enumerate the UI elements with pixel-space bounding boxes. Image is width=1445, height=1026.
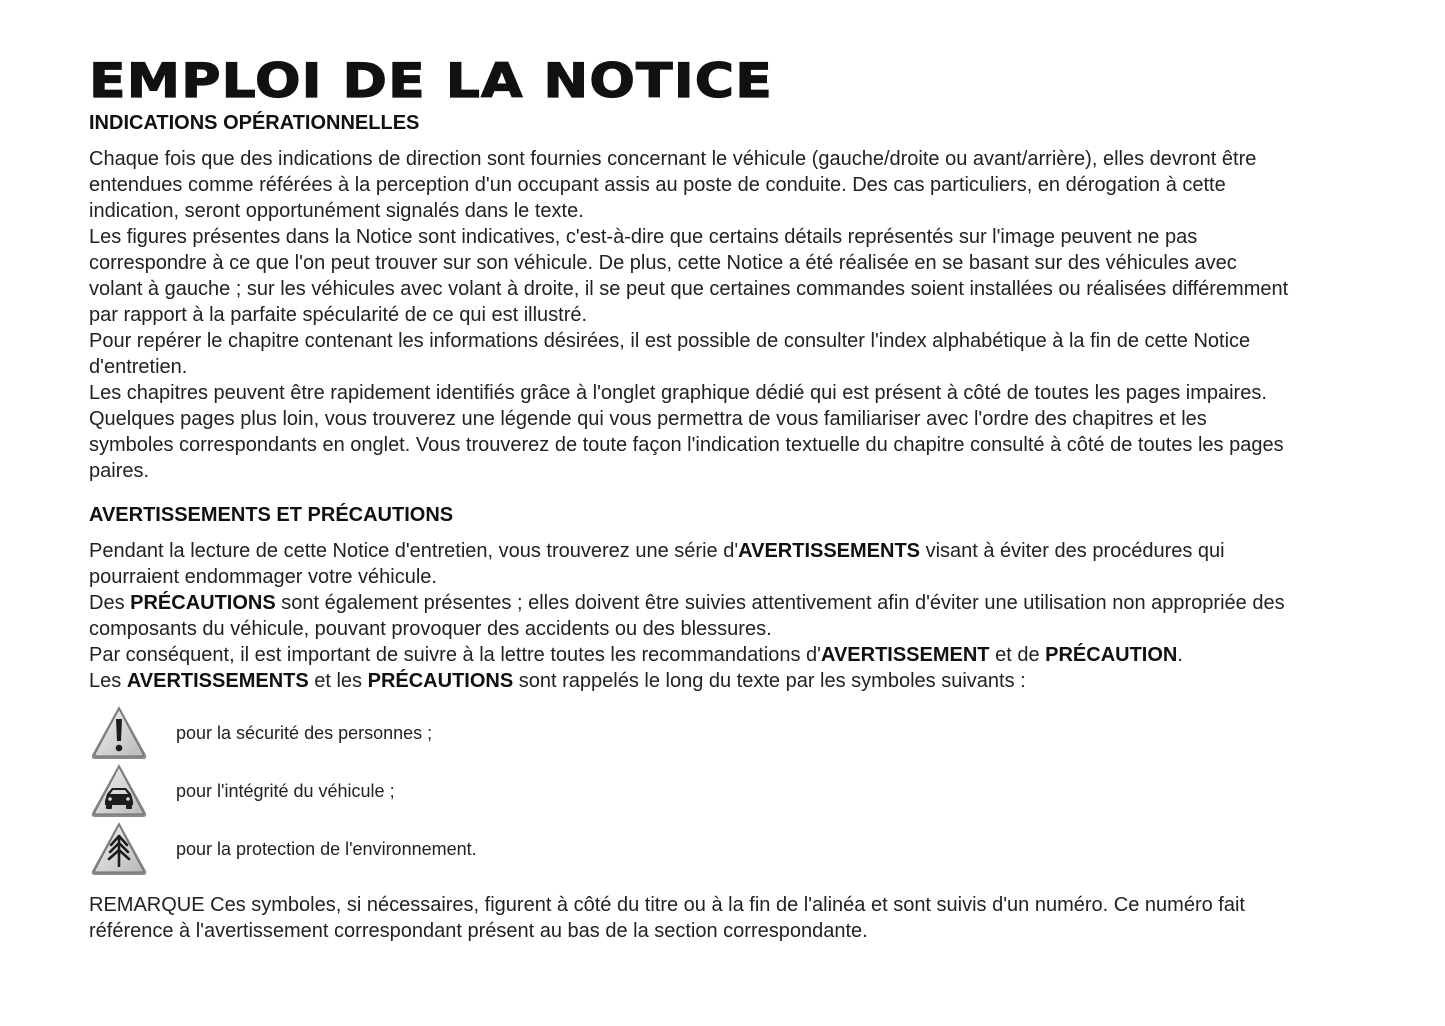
paragraph: Pendant la lecture de cette Notice d'entretien, vous trouverez une série d'AVERTISSEMENTS visant à éviter des procédures qui pourraient endommager votre véhicule. [89, 540, 1225, 588]
symbol-row-environment [89, 820, 1289, 878]
symbol-label: pour la protection de l'environnement. [176, 838, 477, 859]
exclamation-warning-icon [89, 703, 149, 763]
section-heading-warnings: AVERTISSEMENTS ET PRÉCAUTIONS [89, 504, 454, 526]
paragraph: Chaque fois que des indications de direction sont fournies concernant le véhicule (gauche/droite ou avant/arrière), elles devront être entendues comme référées à la perception d'un occupant assis au poste de conduite. Des cas particuliers, en dérogation à cette indication, seront opportunément signalés dans le texte. [89, 148, 1257, 222]
symbol-label: pour la sécurité des personnes ; [176, 722, 433, 743]
paragraph: Les AVERTISSEMENTS et les PRÉCAUTIONS sont rappelés le long du texte par les symboles suivants : [89, 670, 1026, 692]
section-warnings-body [89, 538, 1289, 694]
section-operational-body [89, 146, 1289, 484]
remark-paragraph: REMARQUE Ces symboles, si nécessaires, figurent à côté du titre ou à la fin de l'alinéa et sont suivis d'un numéro. Ce numéro fait référence à l'avertissement correspondant présent au bas de la section correspondante. [89, 894, 1245, 942]
page-title: EMPLOI DE LA NOTICE [89, 54, 774, 109]
paragraph: Pour repérer le chapitre contenant les informations désirées, il est possible de consulter l'index alphabétique à la fin de cette Notice d'entretien. [89, 330, 1251, 378]
symbol-label: pour l'intégrité du véhicule ; [176, 780, 395, 801]
symbol-row-vehicle [89, 762, 1289, 820]
car-warning-icon [89, 761, 149, 821]
paragraph: Les figures présentes dans la Notice sont indicatives, c'est-à-dire que certains détails représentés sur l'image peuvent ne pas correspondre à ce que l'on peut trouver sur son véhicule. De plus, cette Notice a été réalisée en se basant sur des véhicules avec volant à gauche ; sur les véhicules avec volant à droite, il se peut que certaines commandes soient installées ou réalisées différemment par rapport à la parfaite spécularité de ce qui est illustré. [89, 226, 1289, 326]
tree-warning-icon [89, 819, 149, 879]
paragraph: Les chapitres peuvent être rapidement identifiés grâce à l'onglet graphique dédié qui est présent à côté de toutes les pages impaires. Quelques pages plus loin, vous trouverez une légende qui vous permettra de vous familiariser avec l'ordre des chapitres et les symboles correspondants en onglet. Vous trouverez de toute façon l'indication textuelle du chapitre consulté à côté de toutes les pages paires. [89, 382, 1284, 482]
document-page [89, 54, 1289, 944]
symbol-legend [89, 704, 1289, 878]
section-heading-operational: INDICATIONS OPÉRATIONNELLES [89, 112, 420, 134]
paragraph: Par conséquent, il est important de suivre à la lettre toutes les recommandations d'AVERTISSEMENT et de PRÉCAUTION. [89, 644, 1183, 666]
symbol-row-safety [89, 704, 1289, 762]
paragraph: Des PRÉCAUTIONS sont également présentes ; elles doivent être suivies attentivement afin d'éviter une utilisation non appropriée des composants du véhicule, pouvant provoquer des accidents ou des blessures. [89, 592, 1285, 640]
